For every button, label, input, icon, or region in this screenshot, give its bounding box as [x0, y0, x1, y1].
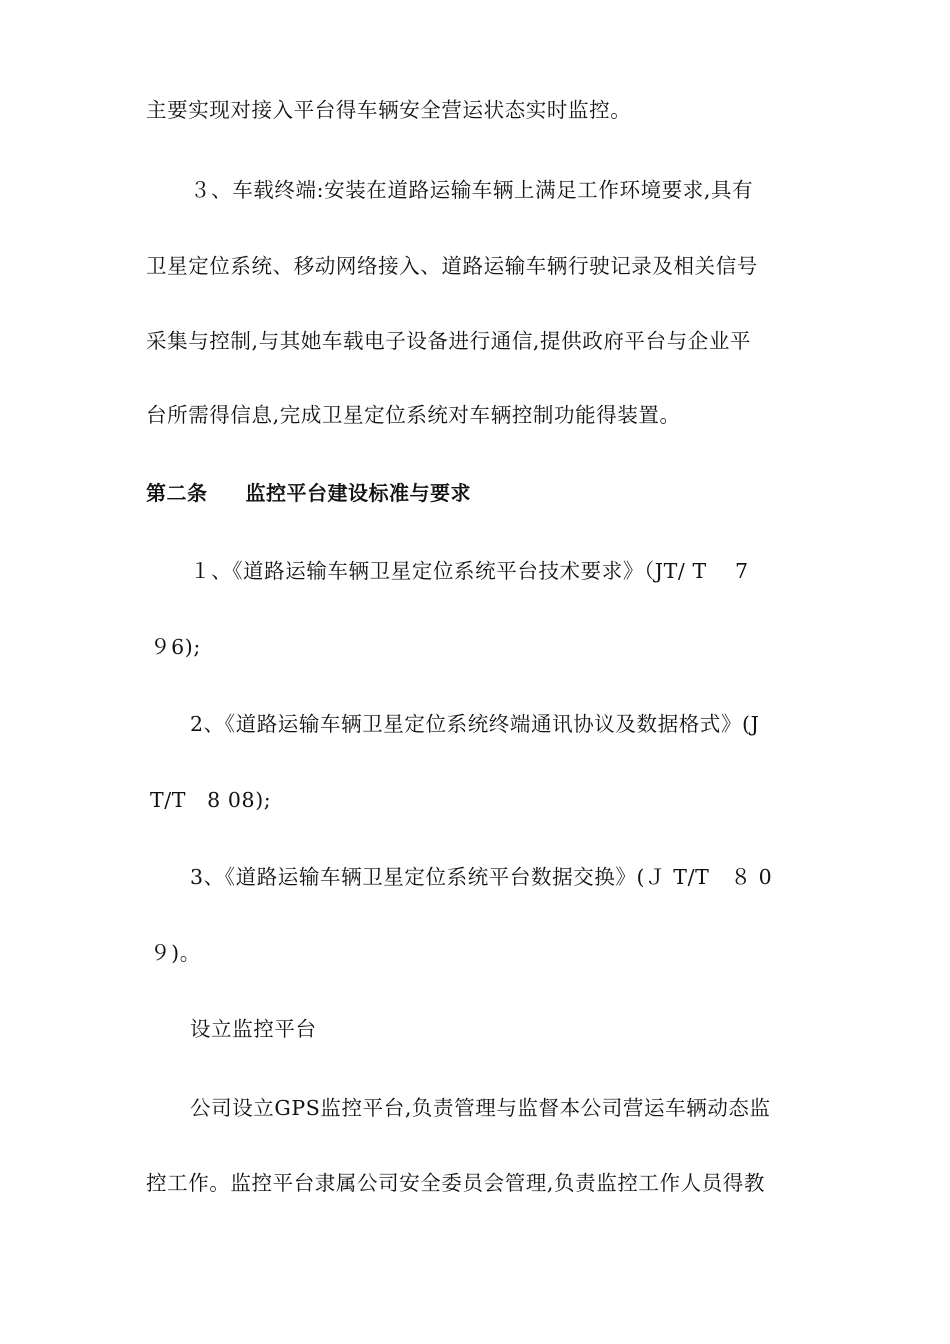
- paragraph-line: 台所需得信息,完成卫星定位系统对车辆控制功能得装置。: [146, 403, 681, 427]
- paragraph-line: ３、车载终端:安装在道路运输车辆上满足工作环境要求,具有: [190, 178, 754, 202]
- standard-line: T/T 8 08);: [150, 788, 272, 812]
- standard-line: １、《道路运输车辆卫星定位系统平台技术要求》（JT/ T 7: [190, 559, 749, 583]
- paragraph-line: 采集与控制,与其她车载电子设备进行通信,提供政府平台与企业平: [146, 329, 752, 353]
- section-heading: [146, 478, 816, 508]
- standard-line: ９)。: [150, 941, 201, 965]
- section-title: 监控平台建设标准与要求: [245, 481, 471, 505]
- standard-line: 2、《道路运输车辆卫星定位系统终端通讯协议及数据格式》(J: [190, 712, 760, 736]
- paragraph-line: 卫星定位系统、移动网络接入、道路运输车辆行驶记录及相关信号: [146, 254, 758, 278]
- body-line: 公司设立GPS监控平台,负责管理与监督本公司营运车辆动态监: [190, 1096, 771, 1120]
- section-number: 第二条: [146, 481, 208, 505]
- body-line: 控工作。监控平台隶属公司安全委员会管理,负责监控工作人员得教: [146, 1171, 766, 1195]
- subheading: 设立监控平台: [190, 1017, 317, 1041]
- paragraph-line: 主要实现对接入平台得车辆安全营运状态实时监控。: [146, 98, 632, 122]
- standard-line: ９6);: [150, 635, 201, 659]
- standard-line: 3、《道路运输车辆卫星定位系统平台数据交换》(Ｊ T/T ８ 0: [190, 865, 773, 889]
